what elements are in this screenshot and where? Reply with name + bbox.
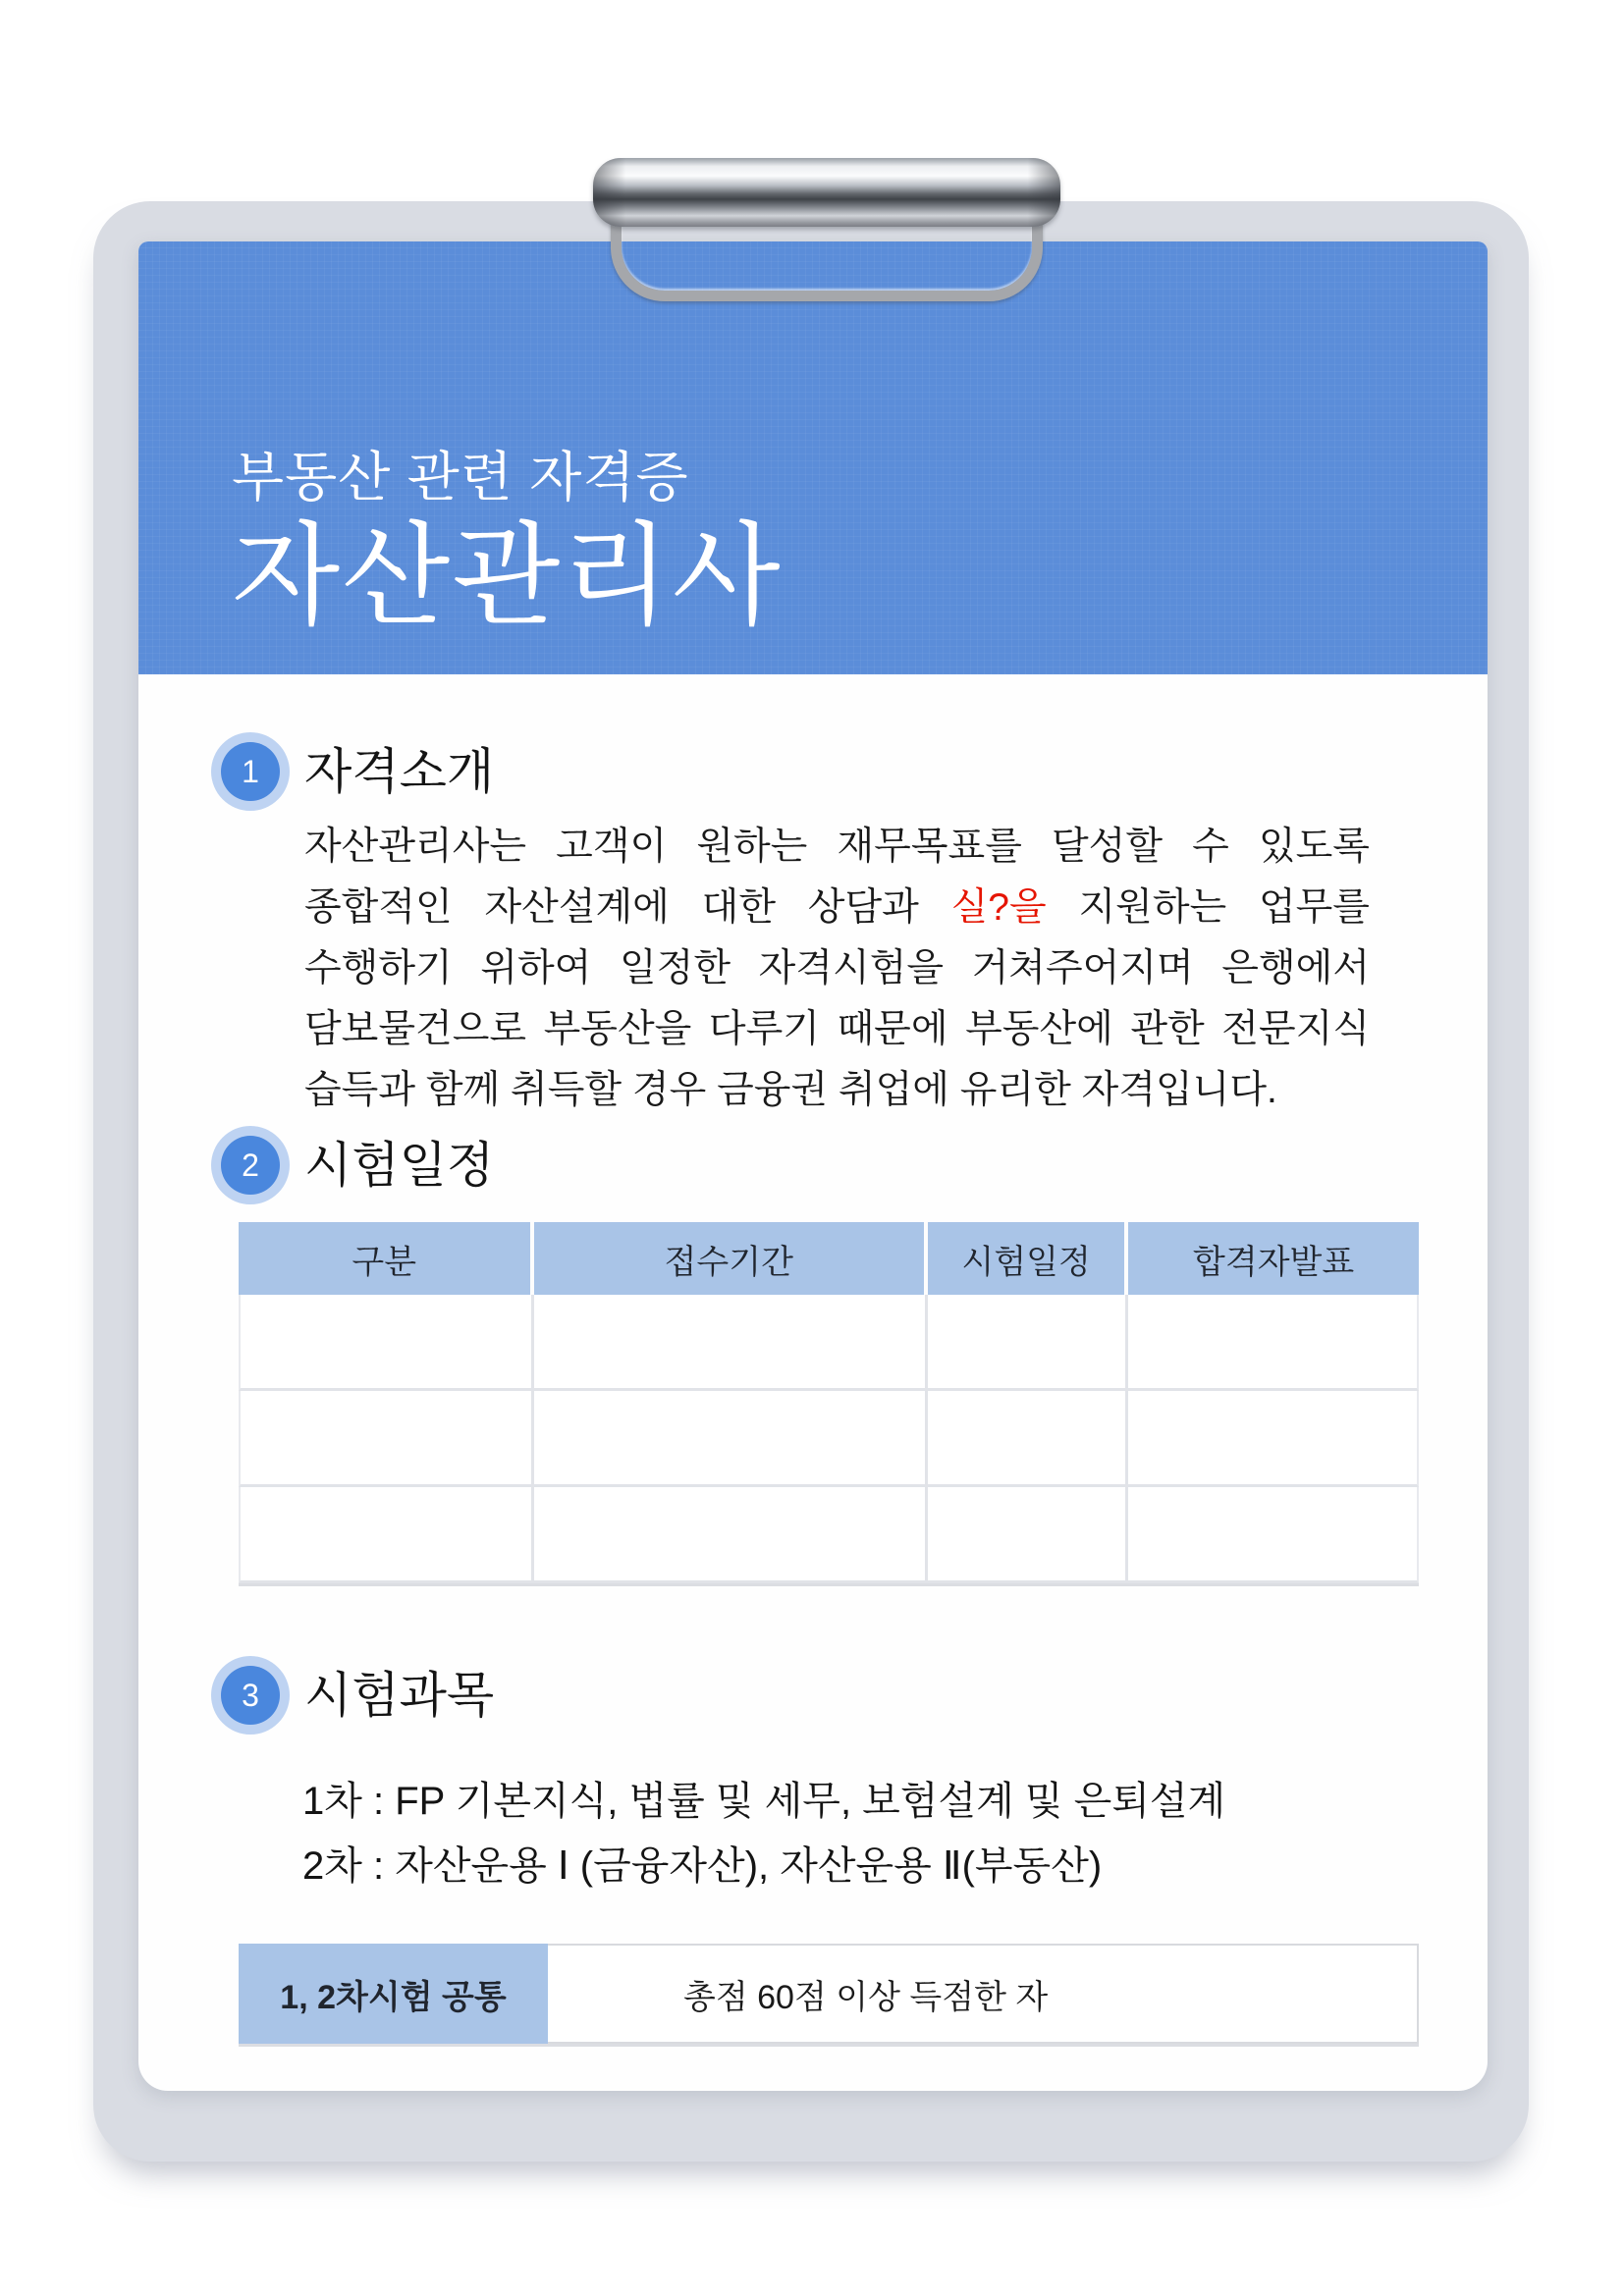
subjects-line-1: 1차 : FP 기본지식, 법률 및 세무, 보험설계 및 은퇴설계 [302, 1780, 1226, 1823]
pass-criteria-table [239, 1944, 1419, 2044]
section-1-number-badge: 1 [221, 742, 280, 801]
subjects-line-2: 2차 : 자산운용 Ⅰ (금융자산), 자산운용 Ⅱ(부동산) [302, 1844, 1103, 1888]
schedule-cell-empty [928, 1391, 1128, 1487]
section-3-heading: 시험과목 [304, 1668, 495, 1723]
page-title: 자산관리사 [232, 514, 783, 639]
section-2-heading: 시험일정 [304, 1138, 495, 1193]
section-1-heading: 자격소개 [304, 744, 495, 799]
intro-line: 습득과 함께 취득할 경우 금융권 취업에 유리한 자격입니다. [304, 1069, 1277, 1111]
schedule-cell-empty [1128, 1391, 1419, 1487]
schedule-table [239, 1222, 1419, 1583]
schedule-cell-empty [1128, 1295, 1419, 1391]
schedule-cell-empty [1128, 1487, 1419, 1583]
intro-line: 수행하기 위하여 일정한 자격시험을 거쳐주어지며 은행에서 [304, 947, 1370, 989]
schedule-cell-empty [534, 1487, 928, 1583]
schedule-header-period: 접수기간 [534, 1222, 928, 1295]
schedule-cell-empty [239, 1295, 534, 1391]
schedule-header-announce: 합격자발표 [1128, 1222, 1419, 1295]
pass-criteria-label: 1, 2차시험 공통 [239, 1944, 548, 2044]
intro-line-segment: 종합적인 자산설계에 대한 상담과 [304, 886, 919, 929]
schedule-cell-empty [534, 1391, 928, 1487]
pass-criteria-value: 총점 60점 이상 득점한 자 [548, 1944, 1419, 2044]
schedule-header-examdate: 시험일정 [928, 1222, 1128, 1295]
schedule-cell-empty [239, 1487, 534, 1583]
banner-kicker: 부동산 관련 자격증 [232, 447, 689, 507]
section-3-number-badge: 3 [221, 1666, 280, 1725]
clipboard-page [138, 241, 1488, 2091]
clipboard-clip-bar [593, 158, 1060, 227]
subjects-list [302, 1769, 1402, 1898]
section-2-number-badge: 2 [221, 1136, 280, 1195]
schedule-cell-empty [534, 1295, 928, 1391]
intro-line-segment: 지원하는 업무를 [1078, 886, 1370, 929]
schedule-cell-empty [928, 1295, 1128, 1391]
intro-line: 담보물건으로 부동산을 다루기 때문에 부동산에 관한 전문지식 [304, 1008, 1370, 1050]
intro-highlight-red: 실?을 [950, 886, 1047, 929]
schedule-cell-empty [928, 1487, 1128, 1583]
schedule-cell-empty [239, 1391, 534, 1487]
intro-line: 자산관리사는 고객이 원하는 재무목표를 달성할 수 있도록 [304, 826, 1370, 868]
banner [138, 241, 1488, 674]
schedule-header-gubun: 구분 [239, 1222, 534, 1295]
intro-paragraph [304, 817, 1370, 1121]
intro-line [304, 878, 1370, 938]
